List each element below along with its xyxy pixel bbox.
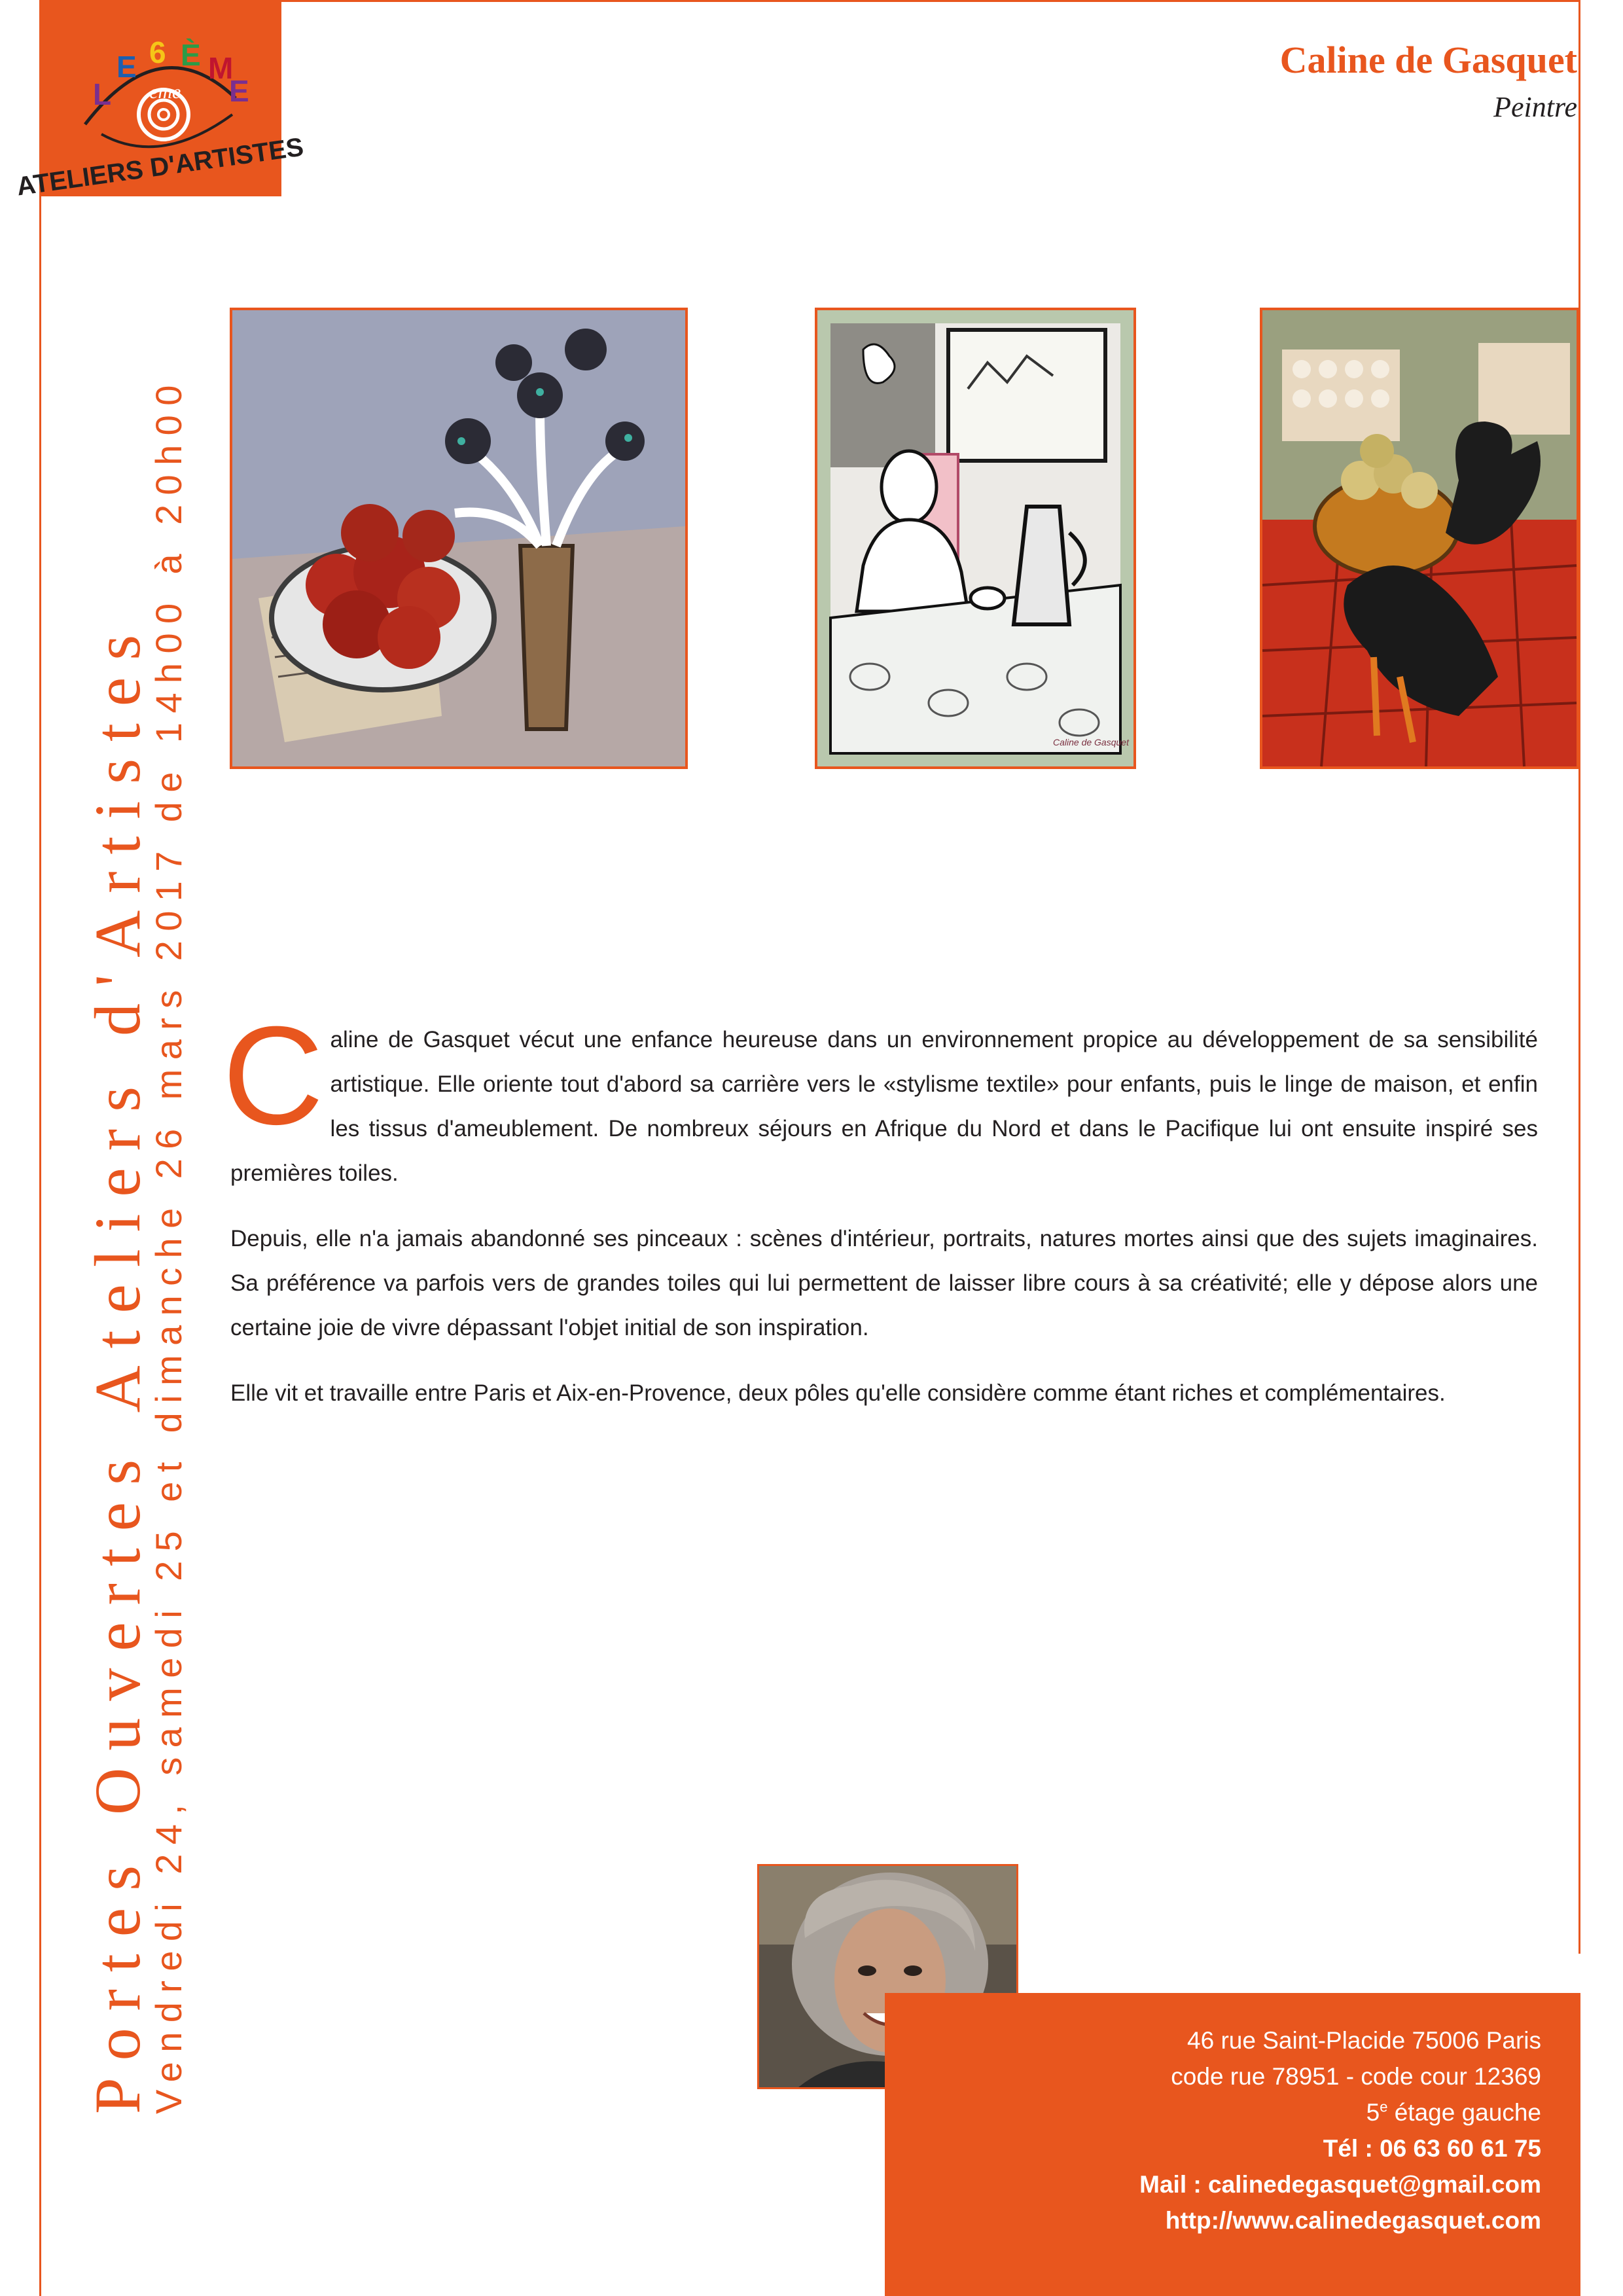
logo-letter-3: 6 (149, 35, 166, 69)
contact-website-link[interactable]: http://www.calinedegasquet.com (1165, 2207, 1541, 2234)
contact-email-link[interactable]: Mail : calinedegasquet@gmail.com (1139, 2171, 1541, 2198)
contact-floor-text: étage gauche (1387, 2099, 1541, 2126)
painting-black-swans (1260, 308, 1579, 769)
bio-paragraph-2: Depuis, elle n'a jamais abandonné ses pinceaux : scènes d'intérieur, portraits, natures mortes ainsi que des sujets imaginaires. Sa préférence va parfois vers de grandes toiles qui lui permettent de laisser libre cours à sa créativité; elle y dépose alors une certaine joie de vivre dépassant l'objet initial de son inspiration. (230, 1226, 1538, 1340)
painting-black-swans-image (1262, 310, 1577, 766)
contact-address: 46 rue Saint-Placide 75006 Paris (1187, 2027, 1541, 2054)
contact-floor (1139, 2094, 1541, 2130)
page-frame-right (1578, 0, 1580, 1954)
logo (14, 0, 306, 202)
artist-biography (223, 997, 1538, 1437)
logo-caption: ATELIERS D'ARTISTES (14, 132, 306, 202)
bio-paragraph-3: Elle vit et travaille entre Paris et Aix-en-Provence, deux pôles qu'elle considère comme étant riches et complémentaires. (230, 1380, 1446, 1406)
artist-role: Peintre (1493, 91, 1577, 123)
logo-graphic (14, 0, 306, 202)
artist-name: Caline de Gasquet (1279, 39, 1577, 81)
logo-letter-4: È (181, 38, 201, 72)
bio-paragraph-1-text: aline de Gasquet vécut une enfance heureuse dans un environnement propice au développement de sa sensibilité artistique. Elle oriente tout d'abord sa carrière vers le «stylisme textile» pour enfants, puis le linge de maison, et enfin les tissus d'ameublement. De nombreux séjours en Afrique du Nord et dans le Pacifique lui ont ensuite inspiré ses premières toiles. (230, 1027, 1538, 1186)
logo-letter-1: L (93, 77, 112, 111)
logo-center-text: eme (149, 81, 181, 103)
contact-door-codes: code rue 78951 - code cour 12369 (1171, 2063, 1541, 2090)
event-dates: Vendredi 24, samedi 25 et dimanche 26 mars 2017 de 14h00 à 20h00 (148, 376, 189, 2114)
contact-floor-suffix: e (1380, 2098, 1388, 2115)
logo-letter-2: E (116, 50, 137, 84)
painting-seated-man-image (817, 310, 1133, 766)
painting-seated-man (815, 308, 1136, 769)
logo-letter-6: E (229, 74, 249, 108)
drop-cap: C (223, 997, 324, 1154)
painting-still-life-fruit (230, 308, 688, 769)
painting-seated-man-signature: Caline de Gasquet (1053, 737, 1129, 747)
contact-floor-number: 5 (1366, 2099, 1380, 2126)
contact-panel (885, 1993, 1580, 2296)
event-title: Portes Ouvertes Ateliers d'Artistes (81, 617, 154, 2114)
page-frame-left (39, 0, 41, 2296)
contact-phone[interactable]: Tél : 06 63 60 61 75 (1323, 2135, 1541, 2162)
logo-letter-5: M (208, 51, 234, 85)
painting-still-life-fruit-image (232, 310, 685, 766)
bio-paragraph-1 (223, 997, 1538, 1196)
contact-info (1139, 2022, 1541, 2238)
